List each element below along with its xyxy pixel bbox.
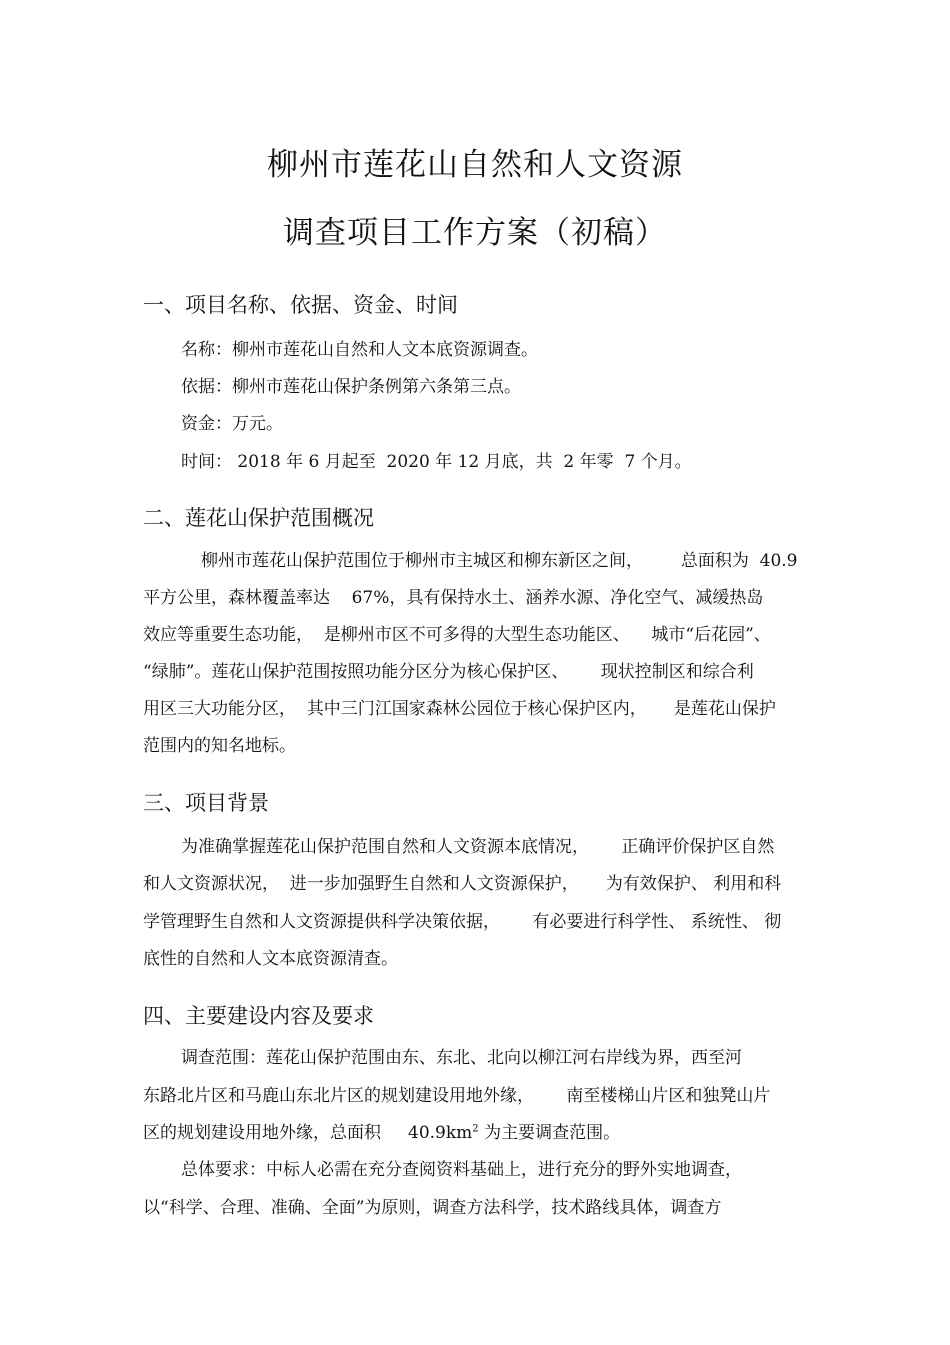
area-superscript: 2 (472, 1123, 479, 1135)
paragraph-line: 以“科学、合理、准确、全面”为原则，调查方法科学，技术路线具体，调查方 (143, 1198, 722, 1218)
paragraph-line: 效应等重要生态功能， 是柳州市区不可多得的大型生态功能区、 城市“后花园”、 (143, 625, 771, 645)
project-basis-line: 依据：柳州市莲花山保护条例第六条第三点。 (181, 377, 521, 397)
section-heading-2: 二、莲花山保护范围概况 (143, 506, 374, 530)
paragraph-line: 学管理野生自然和人文资源提供科学决策依据， 有必要进行科学性、 系统性、 彻 (143, 912, 782, 932)
paragraph-line: 和人文资源状况， 进一步加强野生自然和人文资源保护， 为有效保护、 利用和科 (143, 874, 782, 894)
paragraph-line: 底性的自然和人文本底资源清查。 (143, 949, 398, 969)
area-text-suffix: 为主要调查范围。 (478, 1123, 621, 1143)
paragraph-line: “绿肺”。莲花山保护范围按照功能分区分为核心保护区、 现状控制区和综合利 (143, 662, 754, 682)
project-time-line: 时间： 2018 年 6 月起至 2020 年 12 月底，共 2 年零 7 个月。 (181, 452, 692, 472)
document-title-line-2: 调查项目工作方案（初稿） (283, 215, 667, 251)
paragraph-line (143, 1121, 808, 1145)
section-heading-3: 三、项目背景 (143, 791, 269, 815)
project-funding-line: 资金：万元。 (181, 414, 283, 434)
paragraph-line: 为准确掌握莲花山保护范围自然和人文资源本底情况， 正确评价保护区自然 (181, 837, 775, 857)
project-name-line: 名称：柳州市莲花山自然和人文本底资源调查。 (181, 340, 538, 360)
paragraph-line: 调查范围：莲花山保护范围由东、东北、北向以柳江河右岸线为界，西至河 (181, 1048, 742, 1068)
section-heading-1: 一、项目名称、依据、资金、时间 (143, 293, 458, 317)
paragraph-line: 总体要求：中标人必需在充分查阅资料基础上，进行充分的野外实地调查， (181, 1160, 742, 1180)
paragraph-line: 用区三大功能分区， 其中三门江国家森林公园位于核心保护区内， 是莲花山保护 (143, 699, 776, 719)
paragraph-line: 范围内的知名地标。 (143, 736, 296, 756)
paragraph-line: 东路北片区和马鹿山东北片区的规划建设用地外缘， 南至楼梯山片区和独凳山片 (143, 1086, 771, 1106)
paragraph-line: 柳州市莲花山保护范围位于柳州市主城区和柳东新区之间， 总面积为 40.9 (201, 551, 798, 571)
area-text: 区的规划建设用地外缘，总面积 40.9km (143, 1123, 473, 1143)
document-title-line-1: 柳州市莲花山自然和人文资源 (267, 147, 683, 183)
section-heading-4: 四、主要建设内容及要求 (143, 1004, 374, 1028)
paragraph-line: 平方公里，森林覆盖率达 67%，具有保持水土、涵养水源、净化空气、减缓热岛 (143, 588, 764, 608)
